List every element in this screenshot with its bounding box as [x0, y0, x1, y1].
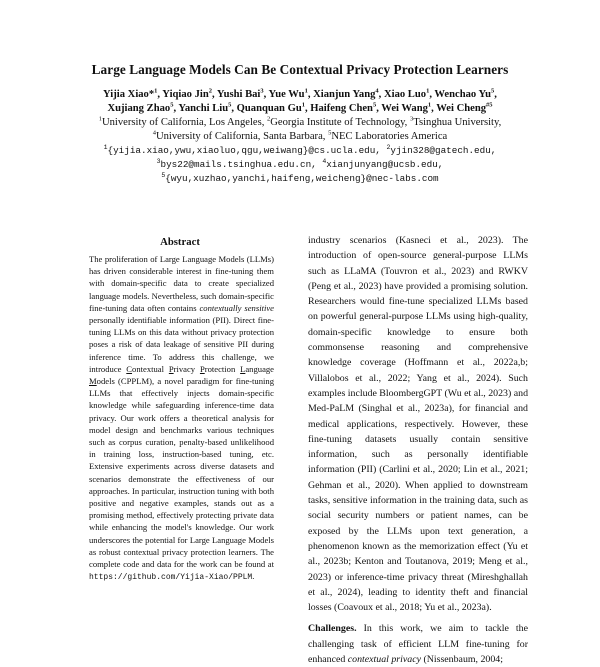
affiliations-line-2: $^4$University of California, Santa Barbara, $^5$NEC Laboratories America	[152, 129, 448, 142]
author-list-line-2: Xujiang Zhao$^5$, Yanchi Liu$^5$, Quanquan Gu$^1$, Haifeng Chen$^5$, Wei Wang$^1$, Wei Cheng$^{\#5}$	[107, 101, 493, 114]
abstract-text: The proliferation of Large Language Models (LLMs) has driven considerable interest in fine-tuning them with domain-specific data to create specialized language models. Nevertheless, such domain-specific fine-tuning data often contains contextually sensitive personally identifiable information (PII). Direct fine-tuning LLMs on this data without privacy protection poses a risk of data leakage of sensitive PII during inference time. To address this challenge, we introduce Contextual Privacy Protection Language Models (CPPLM), a novel paradigm for fine-tuning LLMs that effectively injects domain-specific knowledge while safeguarding inference-time data privacy. Our work offers a theoretical analysis for model design and benchmarks various techniques such as corpus curation, penalty-based unlikelihood in training loss, instruction-based tuning, etc. Extensive experiments across diverse datasets and scenarios demonstrate the effectiveness of our approaches. In particular, instruction tuning with both positive and negative examples, stands out as a promising method, effectively protecting private data while enhancing the model's knowledge. Our work underscores the potential for Large Language Models as robust contextual privacy protection learners. The complete code and data for the work can be found at https://github.com/Yijia-Xiao/PPLM.	[89, 254, 274, 583]
intro-paragraph: industry scenarios (Kasneci et al., 2023). The introduction of open-source general-purpose LLMs such as LLaMA (Touvron et al., 2023) and RWKV (Peng et al., 2023) have provided a promising solution. Researchers would fine-tune specialized LLMs based on powerful general-purpose LLMs using high-quality, domain-specific knowledge to ensure both commonsense reasoning and comprehensive knowledge coverage (Hoffmann et al., 2022a,b; Villalobos et al., 2022; Yang et al., 2024). Such examples include BloombergGPT (Wu et al., 2023) and Med-PaLM (Singhal et al., 2023a), for financial and medical applications, respectively. However, these fine-tuning datasets usually contain sensitive information, such as personally identifiable information (PII) (Carlini et al., 2020; Lin et al., 2021; Gehman et al., 2020). When applied to downstream tasks, sensitive information in the training data, such as social security numbers or patient names, can be exposed by the LLMs upon text generation, a phenomenon known as the memorization effect (Yu et al., 2023b; Kenton and Toutanova, 2019; Meng et al., 2023) or inference-time privacy threat (Mireshghallah et al., 2024), leading to identity theft and financial losses (Coavoux et al., 2018; Yu et al., 2023a).	[308, 235, 529, 614]
email-line-2: $^3$bys22@mails.tsinghua.edu.cn, $^4$xianjunyang@ucsb.edu,	[156, 157, 444, 170]
author-list-line-1: Yijia Xiao*$^1$, Yiqiao Jin$^2$, Yushi Bai$^3$, Yue Wu$^1$, Xianjun Yang$^4$, Xiao Luo$^1$, Wenchao Yu$^5$,	[103, 87, 497, 100]
intro-column	[308, 233, 529, 666]
affiliations-line-1: $^1$University of California, Los Angeles, $^2$Georgia Institute of Technology, $^3$Tsinghua University,	[98, 115, 502, 128]
email-line-3: $^5${wyu,xuzhao,yanchi,haifeng,weicheng}@nec-labs.com	[161, 171, 439, 184]
code-link[interactable]: https://github.com/Yijia-Xiao/PPLM	[89, 573, 253, 583]
author-block	[40, 88, 560, 186]
challenges-paragraph: Challenges. In this work, we aim to tackle the challenging task of efficient LLM fine-tuning for enhanced contextual privacy (Nissenbaum, 2004;	[308, 623, 528, 666]
abstract-heading: Abstract	[160, 236, 200, 248]
paper-title: Large Language Models Can Be Contextual Privacy Protection Learners	[91, 62, 509, 77]
email-line-1: $^1${yijia.xiao,ywu,xiaoluo,qgu,weiwang}@cs.ucla.edu, $^2$yjin328@gatech.edu,	[103, 143, 497, 156]
